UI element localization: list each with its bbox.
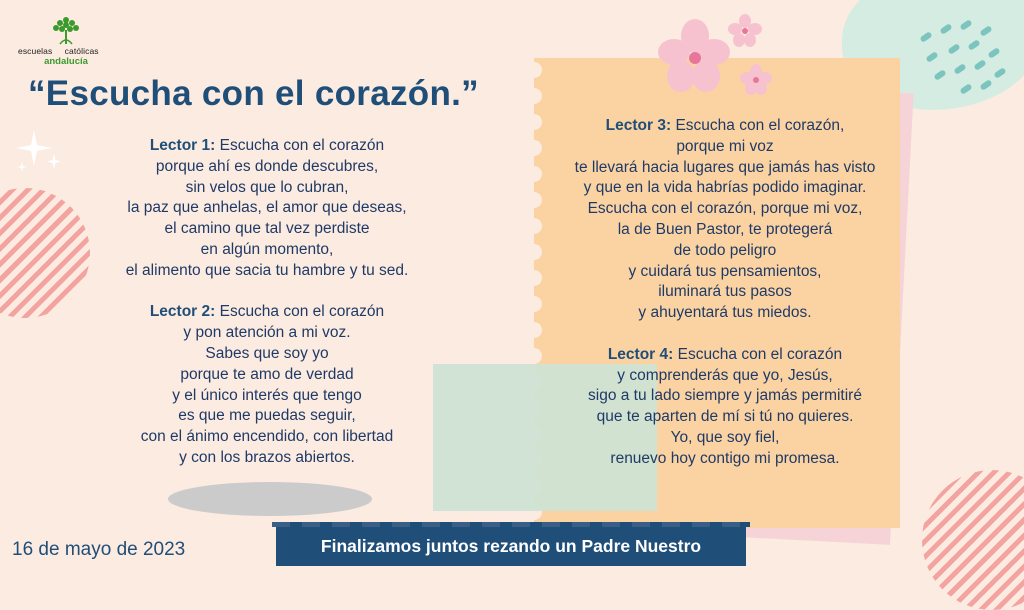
stanza-line: y con los brazos abiertos. bbox=[179, 448, 355, 466]
stanza-lector-2 bbox=[92, 302, 442, 468]
stanza-line: y el único interés que tengo bbox=[172, 386, 362, 404]
stanza-line: es que me puedas seguir, bbox=[178, 407, 356, 425]
stanza-line: con el ánimo encendido, con libertad bbox=[140, 428, 394, 446]
stanza-lector-4 bbox=[540, 345, 910, 470]
date-label: 16 de mayo de 2023 bbox=[12, 539, 186, 560]
school-logo bbox=[18, 16, 114, 67]
striped-circle-right bbox=[922, 470, 1024, 610]
right-text-column bbox=[540, 116, 910, 490]
stanza-line: te llevará hacia lugares que jamás has visto bbox=[574, 158, 876, 176]
logo-text-escuelas: escuelas católicas bbox=[18, 46, 99, 56]
stanza-line: sigo a tu lado siempre y jamás permitiré bbox=[588, 387, 862, 405]
stanza-line: porque te amo de verdad bbox=[180, 365, 354, 383]
striped-circle-left bbox=[0, 188, 90, 318]
lector-label: Lector 3: bbox=[605, 117, 672, 134]
stanza-lector-1 bbox=[92, 136, 442, 282]
tree-logo-icon bbox=[51, 16, 81, 46]
closing-prayer-banner: Finalizamos juntos rezando un Padre Nuestro bbox=[276, 526, 746, 566]
flower-icon bbox=[656, 18, 734, 98]
stanza-line: Escucha con el corazón, porque mi voz, bbox=[587, 200, 863, 218]
stanza-line: la de Buen Pastor, te protegerá bbox=[617, 220, 833, 238]
stanza-line: y que en la vida habrías podido imaginar. bbox=[583, 179, 867, 197]
stanza-first-line: Escucha con el corazón, bbox=[671, 117, 845, 134]
stanza-line: y comprenderás que yo, Jesús, bbox=[617, 366, 833, 384]
dots-decoration bbox=[900, 14, 1024, 114]
lector-label: Lector 1: bbox=[149, 137, 216, 154]
stanza-line: y ahuyentará tus miedos. bbox=[638, 304, 812, 322]
stanza-line: en algún momento, bbox=[200, 240, 334, 258]
stanza-line: Sabes que soy yo bbox=[205, 344, 329, 362]
stanza-line: porque ahí es donde descubres, bbox=[155, 157, 379, 175]
stanza-line: Yo, que soy fiel, bbox=[670, 428, 780, 446]
stanza-line: de todo peligro bbox=[673, 241, 777, 259]
stanza-line: sin velos que lo cubran, bbox=[185, 178, 349, 196]
stanza-line: iluminará tus pasos bbox=[658, 283, 792, 301]
stanza-first-line: Escucha con el corazón bbox=[673, 345, 843, 363]
lector-label: Lector 4: bbox=[607, 345, 674, 363]
stanza-line: porque mi voz bbox=[676, 137, 774, 155]
flower-icon-small bbox=[728, 14, 762, 48]
stanza-lector-3 bbox=[540, 116, 910, 324]
flower-icon-tiny bbox=[740, 64, 772, 96]
stanza-line: la paz que anhelas, el amor que deseas, bbox=[127, 199, 407, 217]
stanza-line: y cuidará tus pensamientos, bbox=[628, 262, 822, 280]
stanza-line: que te aparten de mí si tú no quieres. bbox=[596, 408, 854, 426]
sparkle-icon bbox=[14, 128, 64, 178]
lector-label: Lector 2: bbox=[149, 303, 216, 321]
stanza-line: el camino que tal vez perdiste bbox=[164, 220, 370, 238]
page-title: “Escucha con el corazón.” bbox=[28, 74, 479, 113]
stanza-first-line: Escucha con el corazón bbox=[215, 303, 385, 321]
logo-text-andalucia: andalucía bbox=[44, 56, 88, 67]
stanza-line: el alimento que sacia tu hambre y tu sed. bbox=[125, 261, 409, 279]
stanza-first-line: Escucha con el corazón bbox=[215, 137, 385, 154]
stanza-line: y pon atención a mi voz. bbox=[183, 324, 351, 342]
stanza-line: renuevo hoy contigo mi promesa. bbox=[610, 449, 840, 467]
left-text-column bbox=[92, 136, 442, 490]
